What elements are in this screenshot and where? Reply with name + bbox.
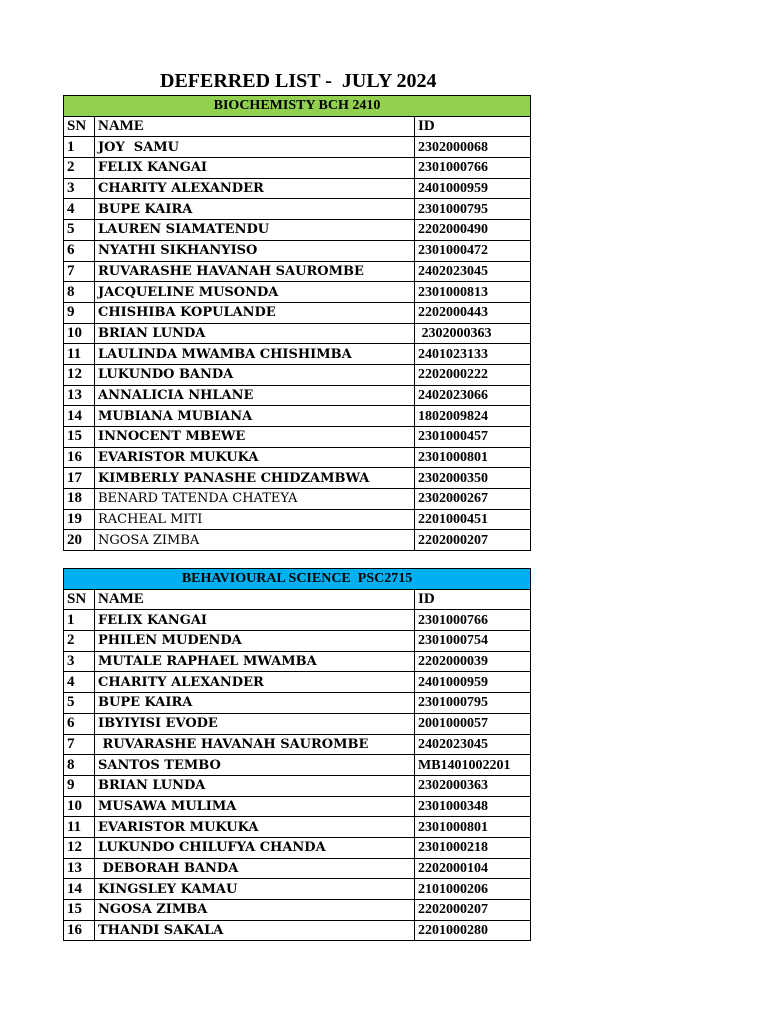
table-row (64, 302, 531, 323)
row-id: 2301000801 (415, 817, 531, 838)
row-name: FELIX KANGAI (95, 610, 415, 631)
table-row (64, 879, 531, 900)
row-sn: 9 (64, 302, 95, 323)
row-name: PHILEN MUDENDA (95, 631, 415, 652)
row-name: LAUREN SIAMATENDU (95, 220, 415, 241)
row-sn: 5 (64, 220, 95, 241)
row-name: BUPE KAIRA (95, 693, 415, 714)
row-id: 2301000795 (415, 693, 531, 714)
row-id: 2301000766 (415, 158, 531, 179)
row-name: BENARD TATENDA CHATEYA (95, 489, 415, 510)
row-id: 2402023045 (415, 261, 531, 282)
row-name: FELIX KANGAI (95, 158, 415, 179)
row-id: 2302000267 (415, 489, 531, 510)
row-sn: 11 (64, 344, 95, 365)
table-row (64, 447, 531, 468)
row-name: NGOSA ZIMBA (95, 530, 415, 551)
table-row (64, 178, 531, 199)
row-id: 2001000057 (415, 713, 531, 734)
row-id: 2301000766 (415, 610, 531, 631)
row-id: 2401000959 (415, 672, 531, 693)
row-sn: 18 (64, 489, 95, 510)
row-sn: 16 (64, 447, 95, 468)
row-id: 2302000350 (415, 468, 531, 489)
id-header: ID (415, 589, 531, 610)
row-sn: 7 (64, 734, 95, 755)
row-sn: 11 (64, 817, 95, 838)
row-sn: 6 (64, 240, 95, 261)
row-id: 1802009824 (415, 406, 531, 427)
table-row (64, 796, 531, 817)
row-id: 2202000207 (415, 900, 531, 921)
row-name: CHARITY ALEXANDER (95, 672, 415, 693)
row-sn: 7 (64, 261, 95, 282)
row-id: 2302000068 (415, 137, 531, 158)
row-sn: 6 (64, 713, 95, 734)
row-id: 2301000813 (415, 282, 531, 303)
table-row (64, 713, 531, 734)
row-name: CHARITY ALEXANDER (95, 178, 415, 199)
row-id: 2301000801 (415, 447, 531, 468)
row-sn: 8 (64, 282, 95, 303)
row-id: 2201000451 (415, 509, 531, 530)
row-sn: 2 (64, 631, 95, 652)
row-sn: 15 (64, 900, 95, 921)
table-row (64, 651, 531, 672)
table-row (64, 755, 531, 776)
row-id: 2202000222 (415, 364, 531, 385)
row-name: THANDI SAKALA (95, 920, 415, 941)
row-id: 2202000490 (415, 220, 531, 241)
id-header: ID (415, 116, 531, 137)
row-sn: 4 (64, 199, 95, 220)
row-sn: 20 (64, 530, 95, 551)
table-row (64, 240, 531, 261)
row-sn: 5 (64, 693, 95, 714)
row-id: 2202000207 (415, 530, 531, 551)
table-row (64, 858, 531, 879)
row-name: RACHEAL MITI (95, 509, 415, 530)
sn-header: SN (64, 116, 95, 137)
table-row (64, 530, 531, 551)
row-sn: 4 (64, 672, 95, 693)
biochemistry-heading: BIOCHEMISTY BCH 2410 (64, 96, 531, 117)
row-id: 2401000959 (415, 178, 531, 199)
row-name: MUSAWA MULIMA (95, 796, 415, 817)
row-sn: 14 (64, 406, 95, 427)
row-name: LUKUNDO CHILUFYA CHANDA (95, 837, 415, 858)
row-name: ANNALICIA NHLANE (95, 385, 415, 406)
row-name: NGOSA ZIMBA (95, 900, 415, 921)
row-name: RUVARASHE HAVANAH SAUROMBE (95, 734, 415, 755)
row-name: RUVARASHE HAVANAH SAUROMBE (95, 261, 415, 282)
row-id: 2302000363 (415, 323, 531, 344)
row-id: 2301000754 (415, 631, 531, 652)
row-id: 2402023045 (415, 734, 531, 755)
row-sn: 10 (64, 796, 95, 817)
behavioural-science-heading: BEHAVIOURAL SCIENCE PSC2715 (64, 569, 531, 590)
row-name: SANTOS TEMBO (95, 755, 415, 776)
row-sn: 9 (64, 775, 95, 796)
name-header: NAME (95, 589, 415, 610)
table-row (64, 489, 531, 510)
row-name: JOY SAMU (95, 137, 415, 158)
row-name: BUPE KAIRA (95, 199, 415, 220)
table-row (64, 631, 531, 652)
table-row (64, 344, 531, 365)
table-row (64, 427, 531, 448)
table-row (64, 920, 531, 941)
page-title: DEFERRED LIST - JULY 2024 (160, 70, 437, 92)
row-name: KINGSLEY KAMAU (95, 879, 415, 900)
row-id: 2101000206 (415, 879, 531, 900)
row-sn: 16 (64, 920, 95, 941)
row-sn: 3 (64, 178, 95, 199)
row-name: LAULINDA MWAMBA CHISHIMBA (95, 344, 415, 365)
row-sn: 2 (64, 158, 95, 179)
table-row (64, 364, 531, 385)
row-sn: 15 (64, 427, 95, 448)
table-row (64, 775, 531, 796)
table-row (64, 610, 531, 631)
table-row (64, 837, 531, 858)
row-sn: 1 (64, 610, 95, 631)
table-row (64, 672, 531, 693)
row-name: DEBORAH BANDA (95, 858, 415, 879)
table-row (64, 261, 531, 282)
table-row (64, 734, 531, 755)
row-name: MUBIANA MUBIANA (95, 406, 415, 427)
sn-header: SN (64, 589, 95, 610)
row-sn: 3 (64, 651, 95, 672)
row-id: 2301000795 (415, 199, 531, 220)
column-header-row (64, 116, 531, 137)
row-sn: 17 (64, 468, 95, 489)
table-row (64, 817, 531, 838)
row-sn: 1 (64, 137, 95, 158)
row-sn: 13 (64, 858, 95, 879)
row-name: INNOCENT MBEWE (95, 427, 415, 448)
row-id: 2302000363 (415, 775, 531, 796)
row-sn: 10 (64, 323, 95, 344)
row-name: LUKUNDO BANDA (95, 364, 415, 385)
row-sn: 19 (64, 509, 95, 530)
table-row (64, 220, 531, 241)
table-row (64, 199, 531, 220)
row-name: MUTALE RAPHAEL MWAMBA (95, 651, 415, 672)
row-sn: 12 (64, 837, 95, 858)
row-id: 2202000039 (415, 651, 531, 672)
row-id: 2401023133 (415, 344, 531, 365)
name-header: NAME (95, 116, 415, 137)
biochemistry-table (63, 95, 531, 551)
table-row (64, 158, 531, 179)
row-name: KIMBERLY PANASHE CHIDZAMBWA (95, 468, 415, 489)
table-row (64, 385, 531, 406)
table-row (64, 468, 531, 489)
row-name: CHISHIBA KOPULANDE (95, 302, 415, 323)
row-name: BRIAN LUNDA (95, 323, 415, 344)
table-banner-row (64, 96, 531, 117)
table-row (64, 282, 531, 303)
row-sn: 8 (64, 755, 95, 776)
row-id: 2301000218 (415, 837, 531, 858)
row-id: 2301000457 (415, 427, 531, 448)
table-row (64, 900, 531, 921)
table-banner-row (64, 569, 531, 590)
row-sn: 12 (64, 364, 95, 385)
row-id: 2202000104 (415, 858, 531, 879)
row-name: IBYIYISI EVODE (95, 713, 415, 734)
row-id: 2202000443 (415, 302, 531, 323)
row-name: JACQUELINE MUSONDA (95, 282, 415, 303)
row-name: BRIAN LUNDA (95, 775, 415, 796)
table-row (64, 509, 531, 530)
behavioural-science-table (63, 568, 531, 941)
row-sn: 14 (64, 879, 95, 900)
row-id: MB1401002201 (415, 755, 531, 776)
row-id: 2301000348 (415, 796, 531, 817)
table-row (64, 693, 531, 714)
row-name: EVARISTOR MUKUKA (95, 817, 415, 838)
table-row (64, 406, 531, 427)
column-header-row (64, 589, 531, 610)
row-id: 2301000472 (415, 240, 531, 261)
row-name: EVARISTOR MUKUKA (95, 447, 415, 468)
row-id: 2201000280 (415, 920, 531, 941)
table-row (64, 323, 531, 344)
table-row (64, 137, 531, 158)
row-name: NYATHI SIKHANYISO (95, 240, 415, 261)
row-sn: 13 (64, 385, 95, 406)
row-id: 2402023066 (415, 385, 531, 406)
